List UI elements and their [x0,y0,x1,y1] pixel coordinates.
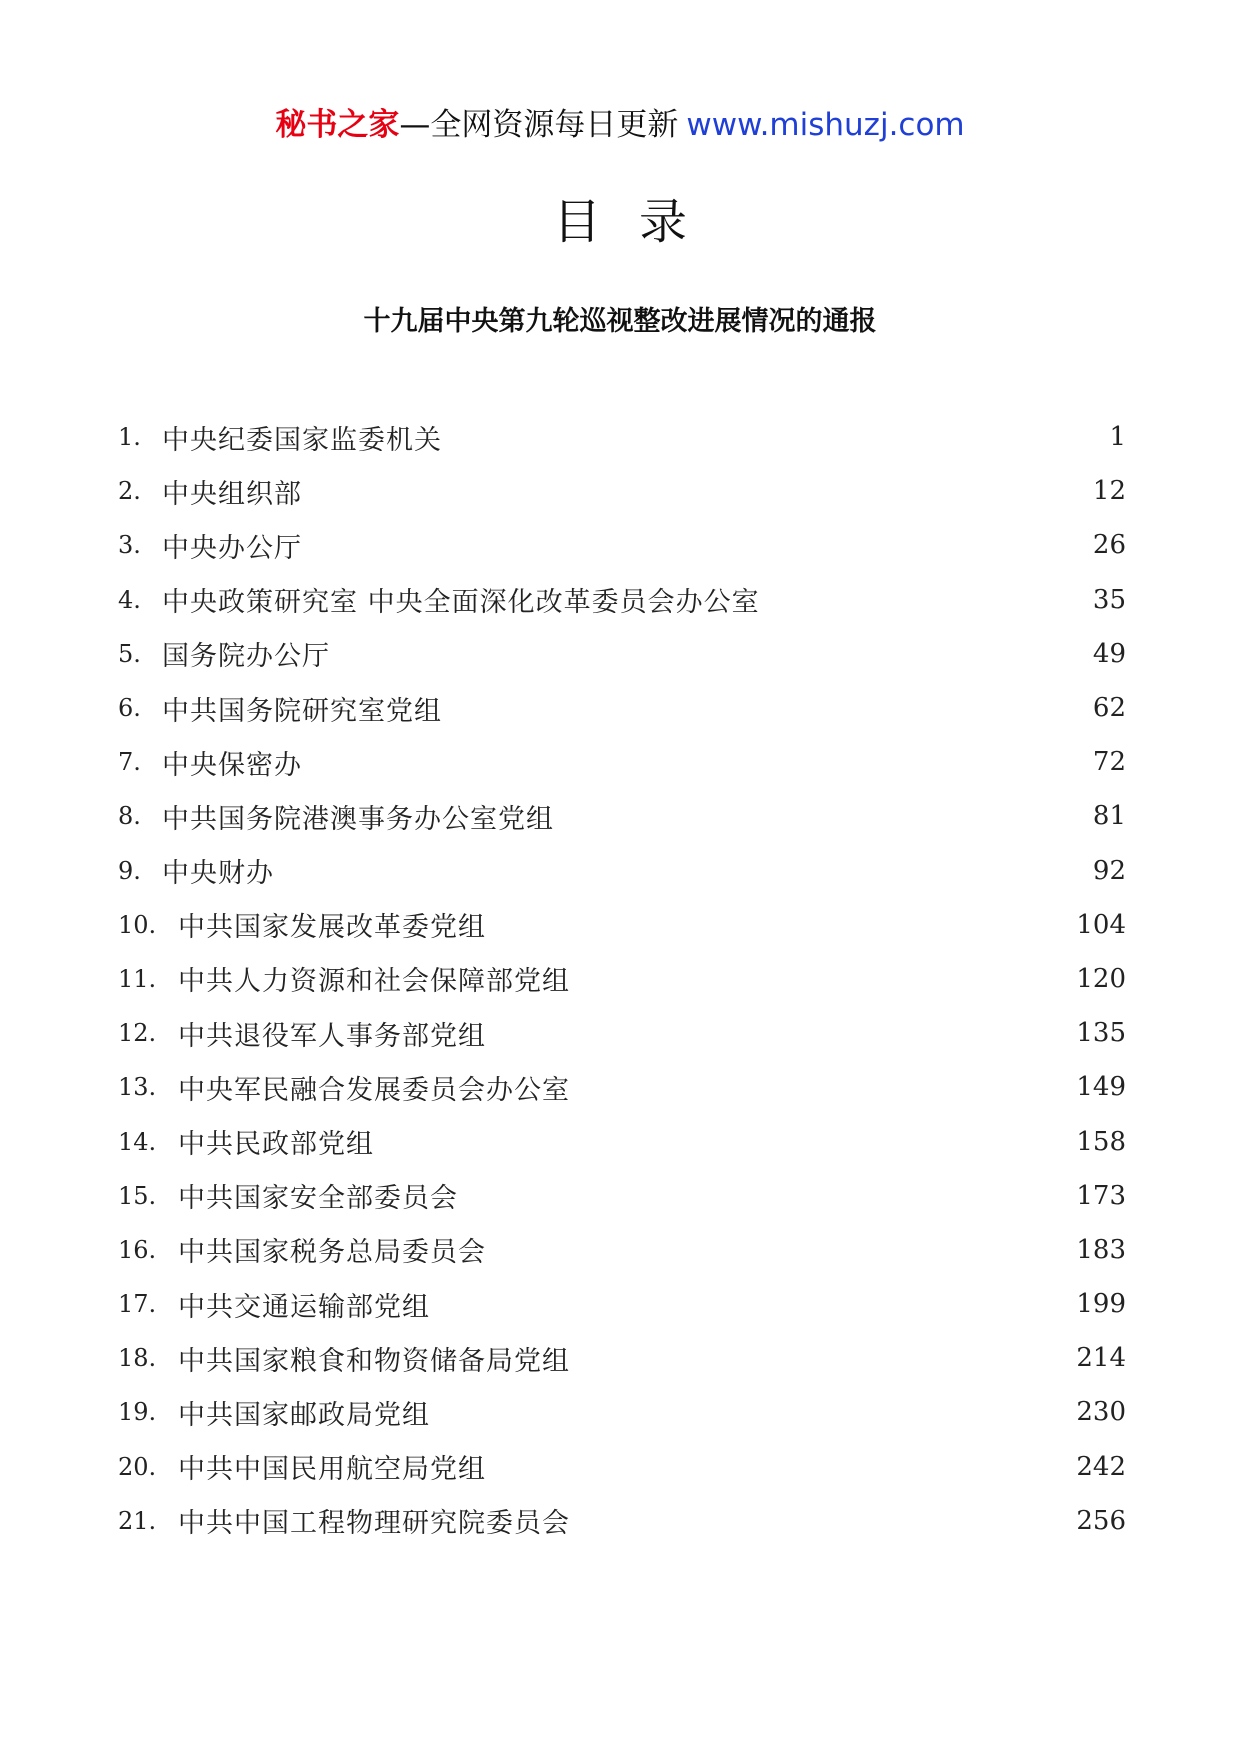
toc-entry[interactable] [118,1060,1126,1114]
brand-name: 秘书之家 [275,107,400,143]
toc-entry-page-number: 72 [1092,747,1126,778]
toc-entry-page-number: 183 [1076,1234,1126,1265]
toc-entry-page-number: 135 [1076,1018,1126,1049]
toc-entry-page-number: 81 [1092,801,1126,832]
toc-entry-page-number: 12 [1092,476,1126,507]
toc-entry[interactable] [118,1277,1126,1331]
toc-entry-label[interactable]: 中共国务院研究室党组 [162,695,442,727]
toc-entry-number: 15. [118,1181,157,1210]
toc-entry-number: 10. [118,910,157,939]
toc-entry-number: 14. [118,1127,157,1156]
toc-entry[interactable] [118,1223,1126,1277]
toc-entry-number: 12. [118,1019,157,1048]
toc-entry-page-number: 173 [1076,1180,1126,1211]
toc-entry-number: 19. [118,1398,157,1427]
toc-entry-label[interactable]: 中共中国工程物理研究院委员会 [178,1508,570,1540]
toc-entry-number: 6. [118,694,141,723]
toc-entry-label[interactable]: 中央纪委国家监委机关 [162,424,442,456]
toc-entry[interactable] [118,573,1126,627]
toc-entry-page-number: 1 [1109,422,1126,453]
toc-entry-page-number: 256 [1076,1505,1126,1536]
toc-entry-label[interactable]: 中共国家发展改革委党组 [178,912,486,944]
toc-entry-number: 7. [118,748,141,777]
toc-entry-number: 9. [118,856,141,885]
toc-entry-label[interactable]: 中共国家安全部委员会 [178,1183,458,1215]
toc-entry-label[interactable]: 中共民政部党组 [178,1129,374,1161]
toc-entry-page-number: 49 [1092,638,1126,669]
toc-entry-page-number: 62 [1092,693,1126,724]
toc-entry-number: 21. [118,1506,157,1535]
toc-entry[interactable] [118,518,1126,572]
toc-entry-number: 11. [118,964,157,993]
toc-entry-page-number: 214 [1076,1343,1126,1374]
toc-entry-page-number: 242 [1076,1451,1126,1482]
toc-entry[interactable] [118,1331,1126,1385]
toc-entry[interactable] [118,789,1126,843]
site-header [0,100,1240,150]
toc-entry[interactable] [118,952,1126,1006]
toc-entry-label[interactable]: 中共国家税务总局委员会 [178,1237,486,1269]
toc-entry-label[interactable]: 中共国务院港澳事务办公室党组 [162,803,554,835]
page-title: 目录 [552,194,725,250]
toc-entry-page-number: 26 [1092,530,1126,561]
toc-entry-number: 8. [118,802,141,831]
toc-entry[interactable] [118,735,1126,789]
toc-entry-number: 2. [118,477,141,506]
toc-entry-label[interactable]: 中央政策研究室 中央全面深化改革委员会办公室 [162,587,760,619]
toc-entry[interactable] [118,898,1126,952]
site-slogan: —全网资源每日更新 [399,107,679,143]
toc-entry-label[interactable]: 中共人力资源和社会保障部党组 [178,966,570,998]
toc-entry-label[interactable]: 中央办公厅 [162,532,302,564]
toc-entry-number: 1. [118,423,141,452]
toc-entry[interactable] [118,1494,1126,1548]
toc-entry[interactable] [118,627,1126,681]
toc-entry-label[interactable]: 中央保密办 [162,749,302,781]
toc-entry-number: 18. [118,1344,157,1373]
document-subtitle: 十九届中央第九轮巡视整改进展情况的通报 [363,306,877,337]
site-url-link[interactable]: www.mishuzj.com [686,107,965,143]
toc-entry-number: 5. [118,639,141,668]
toc-entry[interactable] [118,1169,1126,1223]
toc-entry[interactable] [118,464,1126,518]
toc-entry-page-number: 92 [1092,855,1126,886]
toc-entry[interactable] [118,1385,1126,1439]
toc-entry-page-number: 120 [1076,963,1126,994]
toc-entry-page-number: 199 [1076,1289,1126,1320]
toc-entry[interactable] [118,844,1126,898]
toc-entry-label[interactable]: 国务院办公厅 [162,641,330,673]
toc-entry-page-number: 35 [1092,584,1126,615]
toc-entry[interactable] [118,1006,1126,1060]
toc-entry[interactable] [118,1114,1126,1168]
toc-entry-number: 20. [118,1452,157,1481]
toc-entry-page-number: 230 [1076,1397,1126,1428]
toc-entry-label[interactable]: 中共交通运输部党组 [178,1291,430,1323]
toc-entry-label[interactable]: 中央组织部 [162,478,302,510]
toc-entry-label[interactable]: 中共国家粮食和物资储备局党组 [178,1345,570,1377]
toc-entry[interactable] [118,681,1126,735]
toc-entry-number: 13. [118,1073,157,1102]
toc-entry-label[interactable]: 中央军民融合发展委员会办公室 [178,1074,570,1106]
toc-entry-label[interactable]: 中央财办 [162,858,274,890]
toc-entry-label[interactable]: 中共中国民用航空局党组 [178,1454,486,1486]
toc-entry-page-number: 104 [1076,909,1126,940]
toc-entry-number: 4. [118,585,141,614]
toc-entry-number: 16. [118,1235,157,1264]
toc-entry-number: 3. [118,531,141,560]
table-of-contents [118,410,1126,1548]
toc-entry-page-number: 158 [1076,1126,1126,1157]
toc-entry[interactable] [118,410,1126,464]
toc-entry-label[interactable]: 中共国家邮政局党组 [178,1399,430,1431]
toc-entry[interactable] [118,1440,1126,1494]
toc-entry-label[interactable]: 中共退役军人事务部党组 [178,1020,486,1052]
toc-entry-number: 17. [118,1290,157,1319]
toc-entry-page-number: 149 [1076,1072,1126,1103]
